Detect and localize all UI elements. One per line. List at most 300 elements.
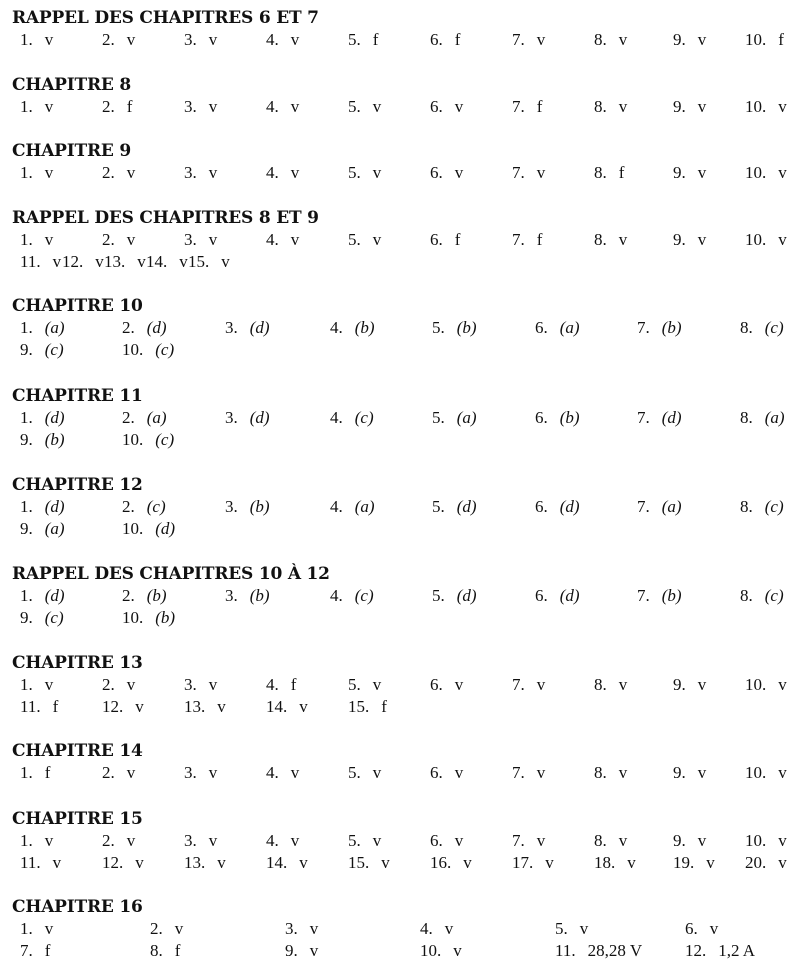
- answer-line: [0, 408, 806, 430]
- answer-item: [122, 586, 167, 606]
- section-heading: CHAPITRE 11: [12, 386, 143, 406]
- answer-line: [0, 163, 806, 185]
- question-number: 12.: [685, 941, 707, 960]
- answer-value: v: [618, 30, 628, 49]
- question-number: 13.: [184, 853, 206, 872]
- answer-line: [0, 497, 806, 519]
- answer-item: [20, 252, 61, 272]
- answer-value: v: [778, 163, 787, 182]
- answer-item: [20, 97, 53, 117]
- answer-value: (b): [661, 586, 682, 605]
- answer-line: [0, 340, 806, 362]
- answer-item: [512, 163, 545, 183]
- answer-value: v: [208, 30, 218, 49]
- answer-item: [225, 497, 270, 517]
- question-number: 13.: [184, 697, 206, 716]
- question-number: 3.: [285, 919, 298, 938]
- answer-value: v: [44, 230, 54, 249]
- answer-item: [20, 831, 53, 851]
- answer-item: [432, 586, 477, 606]
- question-number: 2.: [102, 97, 115, 116]
- answer-item: [122, 408, 167, 428]
- answer-item: [266, 763, 299, 783]
- answer-value: (a): [44, 519, 65, 538]
- answer-item: [673, 831, 706, 851]
- answer-value: v: [536, 763, 546, 782]
- answer-value: v: [290, 831, 300, 850]
- answer-value: (d): [146, 318, 167, 337]
- question-number: 1.: [20, 408, 33, 427]
- answer-item: [266, 97, 299, 117]
- answer-value: (b): [249, 497, 270, 516]
- answer-item: [122, 497, 166, 517]
- answer-value: (d): [559, 586, 580, 605]
- answer-item: [62, 252, 104, 272]
- answer-item: [266, 853, 308, 873]
- answer-item: [673, 763, 706, 783]
- question-number: 2.: [122, 497, 135, 516]
- section-heading: CHAPITRE 16: [12, 897, 143, 917]
- question-number: 2.: [102, 163, 115, 182]
- answer-item: [740, 408, 785, 428]
- answer-line: [0, 97, 806, 119]
- answer-item: [285, 919, 318, 939]
- answer-value: f: [290, 675, 297, 694]
- answer-value: v: [709, 919, 719, 938]
- answer-item: [430, 163, 463, 183]
- question-number: 1.: [20, 30, 33, 49]
- answer-value: (a): [661, 497, 682, 516]
- answer-item: [745, 831, 787, 851]
- question-number: 1.: [20, 318, 33, 337]
- answer-value: v: [372, 763, 382, 782]
- answer-item: [432, 318, 477, 338]
- answer-item: [685, 941, 755, 961]
- answer-item: [348, 30, 378, 50]
- answer-value: v: [697, 163, 707, 182]
- answer-value: (d): [44, 408, 65, 427]
- question-number: 9.: [673, 97, 686, 116]
- question-number: 2.: [122, 318, 135, 337]
- answer-item: [184, 230, 217, 250]
- answer-item: [20, 853, 61, 873]
- answer-value: v: [179, 252, 188, 271]
- answer-item: [535, 318, 580, 338]
- answer-item: [150, 941, 180, 961]
- answer-value: (c): [44, 340, 64, 359]
- question-number: 6.: [535, 497, 548, 516]
- answer-value: v: [454, 163, 464, 182]
- answer-item: [512, 30, 545, 50]
- answer-value: v: [208, 230, 218, 249]
- question-number: 10.: [745, 763, 767, 782]
- answer-item: [225, 318, 270, 338]
- answer-line: [0, 230, 806, 252]
- answer-value: v: [208, 163, 218, 182]
- answer-item: [745, 675, 787, 695]
- question-number: 6.: [430, 97, 443, 116]
- answer-item: [535, 408, 580, 428]
- answer-value: (c): [354, 586, 374, 605]
- answer-value: f: [454, 230, 461, 249]
- answer-value: v: [778, 763, 787, 782]
- answer-item: [102, 163, 135, 183]
- question-number: 4.: [266, 97, 279, 116]
- question-number: 9.: [673, 30, 686, 49]
- answer-item: [348, 697, 387, 717]
- answer-item: [348, 230, 381, 250]
- question-number: 4.: [330, 318, 343, 337]
- answer-value: v: [290, 230, 300, 249]
- answer-item: [150, 919, 183, 939]
- answer-item: [330, 318, 375, 338]
- answer-item: [673, 163, 706, 183]
- answer-item: [20, 763, 50, 783]
- answer-value: v: [44, 919, 54, 938]
- answer-value: (d): [456, 497, 477, 516]
- answer-item: [184, 163, 217, 183]
- question-number: 13.: [104, 252, 126, 271]
- answer-value: v: [52, 853, 62, 872]
- answer-item: [184, 763, 217, 783]
- question-number: 7.: [20, 941, 33, 960]
- answer-value: v: [454, 831, 464, 850]
- answer-value: v: [372, 97, 382, 116]
- answer-value: v: [217, 697, 226, 716]
- question-number: 7.: [512, 675, 525, 694]
- question-number: 3.: [225, 318, 238, 337]
- question-number: 2.: [102, 230, 115, 249]
- question-number: 9.: [20, 430, 33, 449]
- answer-value: v: [290, 97, 300, 116]
- answer-value: v: [217, 853, 226, 872]
- question-number: 7.: [512, 163, 525, 182]
- question-number: 6.: [685, 919, 698, 938]
- answer-value: (d): [661, 408, 682, 427]
- answer-value: (c): [155, 430, 175, 449]
- question-number: 5.: [348, 163, 361, 182]
- answer-item: [188, 252, 230, 272]
- answer-item: [102, 97, 132, 117]
- answer-item: [430, 763, 463, 783]
- question-number: 10.: [745, 831, 767, 850]
- answer-value: (b): [354, 318, 375, 337]
- answer-item: [637, 586, 682, 606]
- answer-item: [535, 586, 580, 606]
- answer-item: [266, 163, 299, 183]
- answer-value: (a): [764, 408, 785, 427]
- answer-value: (d): [44, 497, 65, 516]
- question-number: 15.: [348, 853, 370, 872]
- question-number: 1.: [20, 586, 33, 605]
- answer-item: [266, 831, 299, 851]
- question-number: 9.: [673, 763, 686, 782]
- question-number: 10.: [122, 519, 144, 538]
- question-number: 3.: [184, 230, 197, 249]
- answer-value: (b): [661, 318, 682, 337]
- question-number: 4.: [266, 675, 279, 694]
- answer-item: [745, 763, 787, 783]
- answer-value: v: [697, 763, 707, 782]
- answer-item: [594, 163, 624, 183]
- question-number: 11.: [20, 853, 41, 872]
- answer-value: (d): [155, 519, 176, 538]
- question-number: 3.: [184, 97, 197, 116]
- section-heading: RAPPEL DES CHAPITRES 8 ET 9: [12, 208, 319, 228]
- question-number: 8.: [594, 97, 607, 116]
- question-number: 10.: [122, 608, 144, 627]
- question-number: 8.: [594, 763, 607, 782]
- answer-value: v: [778, 675, 787, 694]
- answer-value: v: [454, 675, 464, 694]
- answer-item: [102, 853, 144, 873]
- question-number: 2.: [102, 30, 115, 49]
- question-number: 10.: [745, 97, 767, 116]
- question-number: 9.: [673, 675, 686, 694]
- answer-item: [637, 497, 682, 517]
- question-number: 3.: [225, 497, 238, 516]
- answer-value: (b): [559, 408, 580, 427]
- answer-item: [740, 497, 784, 517]
- answer-item: [594, 675, 627, 695]
- answer-item: [348, 831, 381, 851]
- question-number: 5.: [432, 408, 445, 427]
- answer-value: (c): [354, 408, 374, 427]
- answer-value: v: [52, 252, 62, 271]
- answer-item: [102, 697, 144, 717]
- question-number: 2.: [122, 586, 135, 605]
- answer-line: [0, 853, 806, 875]
- question-number: 4.: [266, 831, 279, 850]
- answer-item: [20, 519, 65, 539]
- answer-value: v: [137, 252, 146, 271]
- answer-value: (d): [559, 497, 580, 516]
- answer-value: (d): [456, 586, 477, 605]
- answer-value: v: [208, 675, 218, 694]
- question-number: 2.: [102, 675, 115, 694]
- question-number: 5.: [348, 97, 361, 116]
- question-number: 10.: [122, 340, 144, 359]
- question-number: 6.: [430, 163, 443, 182]
- question-number: 1.: [20, 97, 33, 116]
- answer-item: [740, 586, 784, 606]
- answer-value: v: [95, 252, 104, 271]
- answer-item: [330, 408, 374, 428]
- section-heading: RAPPEL DES CHAPITRES 6 ET 7: [12, 8, 319, 28]
- answer-item: [512, 230, 542, 250]
- question-number: 7.: [512, 30, 525, 49]
- answer-item: [555, 919, 588, 939]
- answer-item: [512, 97, 542, 117]
- answer-item: [637, 318, 682, 338]
- question-number: 2.: [102, 763, 115, 782]
- answer-item: [430, 30, 460, 50]
- answer-value: v: [126, 675, 136, 694]
- question-number: 3.: [225, 408, 238, 427]
- answer-value: v: [290, 163, 300, 182]
- section-heading: CHAPITRE 15: [12, 809, 143, 829]
- answer-value: v: [536, 30, 546, 49]
- answer-value: f: [372, 30, 379, 49]
- answer-value: v: [208, 763, 218, 782]
- answer-item: [225, 586, 270, 606]
- question-number: 5.: [348, 230, 361, 249]
- answer-item: [673, 675, 706, 695]
- answer-value: (c): [146, 497, 166, 516]
- question-number: 7.: [512, 763, 525, 782]
- answer-value: v: [309, 919, 319, 938]
- question-number: 5.: [348, 763, 361, 782]
- answer-item: [330, 497, 375, 517]
- question-number: 11.: [20, 697, 41, 716]
- question-number: 10.: [745, 230, 767, 249]
- section-heading: CHAPITRE 13: [12, 653, 143, 673]
- question-number: 2.: [102, 831, 115, 850]
- answer-item: [102, 763, 135, 783]
- answer-item: [20, 919, 53, 939]
- question-number: 8.: [740, 586, 753, 605]
- answer-value: v: [299, 697, 308, 716]
- answer-line: [0, 697, 806, 719]
- answer-value: v: [697, 30, 707, 49]
- question-number: 9.: [20, 608, 33, 627]
- question-number: 3.: [184, 763, 197, 782]
- question-number: 6.: [430, 763, 443, 782]
- question-number: 8.: [740, 408, 753, 427]
- answer-value: v: [454, 97, 464, 116]
- answer-line: [0, 831, 806, 853]
- question-number: 9.: [20, 340, 33, 359]
- answer-value: (a): [456, 408, 477, 427]
- question-number: 10.: [122, 430, 144, 449]
- answer-item: [535, 497, 580, 517]
- answer-value: (b): [44, 430, 65, 449]
- answer-item: [673, 30, 706, 50]
- question-number: 11.: [555, 941, 576, 960]
- answer-item: [348, 97, 381, 117]
- answer-item: [745, 853, 787, 873]
- answer-value: v: [44, 675, 54, 694]
- answer-item: [20, 318, 65, 338]
- answer-value: (a): [354, 497, 375, 516]
- answer-value: (c): [764, 497, 784, 516]
- question-number: 8.: [594, 230, 607, 249]
- question-number: 1.: [20, 675, 33, 694]
- answer-value: (c): [44, 608, 64, 627]
- answer-value: (d): [249, 408, 270, 427]
- section-heading: CHAPITRE 9: [12, 141, 132, 161]
- answer-item: [594, 853, 636, 873]
- answer-value: v: [618, 230, 628, 249]
- question-number: 8.: [740, 497, 753, 516]
- answer-item: [637, 408, 682, 428]
- question-number: 5.: [348, 675, 361, 694]
- question-number: 10.: [745, 675, 767, 694]
- answer-line: [0, 941, 806, 963]
- question-number: 9.: [673, 163, 686, 182]
- answer-item: [102, 831, 135, 851]
- answer-value: v: [372, 831, 382, 850]
- question-number: 3.: [184, 163, 197, 182]
- question-number: 18.: [594, 853, 616, 872]
- answer-value: v: [44, 97, 54, 116]
- answer-value: f: [174, 941, 181, 960]
- answer-item: [266, 697, 308, 717]
- answer-value: f: [536, 97, 543, 116]
- answer-item: [184, 853, 226, 873]
- question-number: 1.: [20, 497, 33, 516]
- answer-item: [20, 697, 58, 717]
- answer-value: (a): [146, 408, 167, 427]
- answer-item: [20, 340, 64, 360]
- answer-value: (c): [764, 586, 784, 605]
- answer-item: [594, 30, 627, 50]
- answer-value: 28,28 V: [587, 941, 643, 960]
- answer-item: [20, 586, 65, 606]
- answer-item: [512, 763, 545, 783]
- question-number: 4.: [266, 230, 279, 249]
- answer-value: v: [545, 853, 554, 872]
- answer-value: v: [697, 675, 707, 694]
- answer-value: f: [778, 30, 784, 49]
- answer-item: [122, 318, 167, 338]
- section-heading: CHAPITRE 8: [12, 75, 132, 95]
- answer-value: (b): [456, 318, 477, 337]
- question-number: 8.: [594, 30, 607, 49]
- answer-item: [102, 675, 135, 695]
- answer-value: v: [778, 230, 787, 249]
- answer-item: [225, 408, 270, 428]
- question-number: 6.: [430, 675, 443, 694]
- answer-value: v: [697, 230, 707, 249]
- question-number: 12.: [62, 252, 84, 271]
- question-number: 2.: [150, 919, 163, 938]
- question-number: 6.: [430, 30, 443, 49]
- question-number: 2.: [122, 408, 135, 427]
- answer-line: [0, 430, 806, 452]
- answer-value: v: [536, 831, 546, 850]
- answer-item: [745, 230, 787, 250]
- question-number: 14.: [266, 853, 288, 872]
- answer-value: v: [126, 831, 136, 850]
- answer-line: [0, 252, 806, 274]
- answer-value: (d): [249, 318, 270, 337]
- answer-value: v: [126, 763, 136, 782]
- question-number: 9.: [673, 831, 686, 850]
- question-number: 20.: [745, 853, 767, 872]
- answer-value: v: [135, 697, 144, 716]
- question-number: 15.: [348, 697, 370, 716]
- answer-item: [512, 853, 554, 873]
- question-number: 1.: [20, 919, 33, 938]
- answer-line: [0, 763, 806, 785]
- answer-value: v: [290, 30, 300, 49]
- question-number: 3.: [184, 831, 197, 850]
- question-number: 7.: [637, 408, 650, 427]
- answer-item: [430, 831, 463, 851]
- question-number: 7.: [637, 586, 650, 605]
- question-number: 10.: [745, 163, 767, 182]
- answer-value: v: [627, 853, 636, 872]
- answer-value: (c): [764, 318, 784, 337]
- question-number: 7.: [512, 831, 525, 850]
- answer-value: v: [706, 853, 715, 872]
- answer-item: [184, 831, 217, 851]
- answer-item: [102, 230, 135, 250]
- answer-item: [685, 919, 718, 939]
- question-number: 3.: [184, 675, 197, 694]
- answer-value: v: [618, 97, 628, 116]
